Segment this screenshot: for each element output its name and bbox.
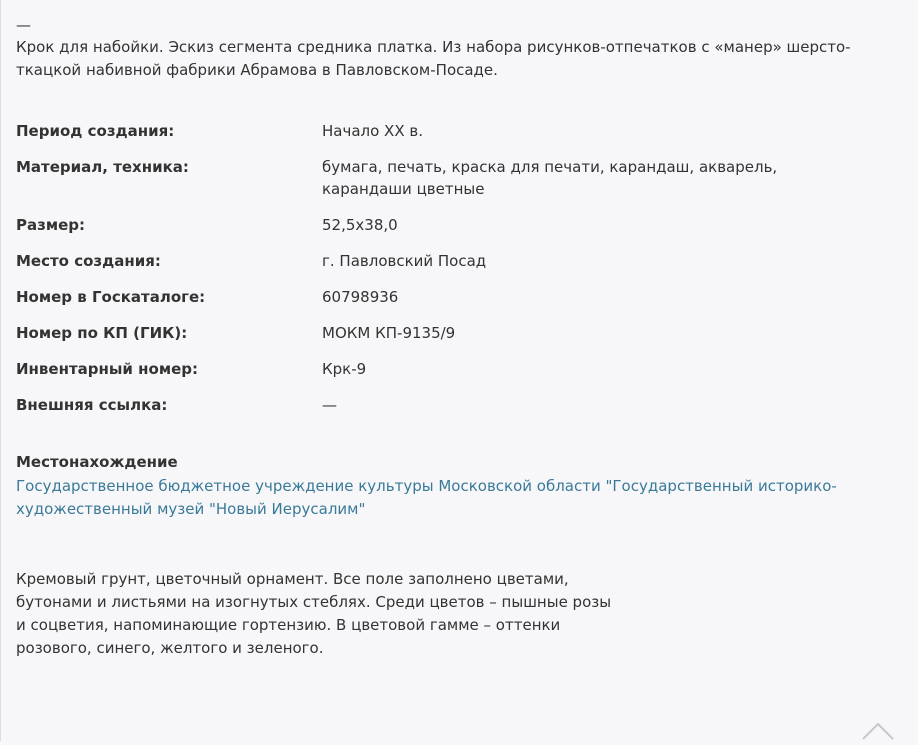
property-value: Крк-9 (322, 360, 367, 378)
property-value: — (322, 396, 337, 414)
property-value: г. Павловский Посад (322, 252, 487, 270)
property-row-goskatalog (16, 286, 896, 308)
property-label: Номер в Госкаталоге: (16, 288, 206, 306)
property-label: Материал, техника: (16, 158, 189, 176)
property-row-material (16, 156, 896, 200)
page-left-border (0, 0, 1, 741)
location-heading: Местонахождение (16, 453, 178, 471)
property-label: Внешняя ссылка: (16, 396, 168, 414)
property-label: Период создания: (16, 122, 175, 140)
property-row-inventory (16, 358, 896, 380)
museum-link[interactable]: Государственное бюджетное учреждение культуры Московской области "Государственный историко-художественный музей "Новый Иерусалим" (16, 477, 837, 518)
property-row-place (16, 250, 896, 272)
object-title: Крок для набойки. Эскиз сегмента средника платка. Из набора рисунков-отпечатков с «манер» шерсто-ткацкой набивной фабрики Абрамова в Павловском-Посаде. (16, 38, 851, 79)
object-card (16, 14, 896, 660)
location-section (16, 451, 896, 521)
property-value: МОКМ КП-9135/9 (322, 324, 456, 342)
property-label: Номер по КП (ГИК): (16, 324, 188, 342)
property-row-kp-number (16, 322, 896, 344)
scroll-to-top-button[interactable] (860, 718, 896, 741)
author-placeholder: — (16, 16, 31, 34)
property-value: 52,5x38,0 (322, 216, 398, 234)
property-row-period (16, 120, 896, 142)
property-value: Начало XX в. (322, 122, 423, 140)
property-value: бумага, печать, краска для печати, карандаш, акварель, карандаши цветные (322, 158, 778, 198)
property-label: Место создания: (16, 252, 161, 270)
properties-list (16, 120, 896, 416)
description-text: Кремовый грунт, цветочный орнамент. Все поле заполнено цветами, бутонами и листьями на изогнутых стеблях. Среди цветов – пышные розы и соцветия, напоминающие гортензию. В цветовой гамме – оттенки розового, синего, желтого и зеленого. (16, 570, 612, 657)
property-label: Размер: (16, 216, 86, 234)
property-row-external-link (16, 394, 896, 416)
property-row-size (16, 214, 896, 236)
property-value: 60798936 (322, 288, 399, 306)
chevron-up-icon (860, 718, 896, 741)
property-label: Инвентарный номер: (16, 360, 198, 378)
object-description (16, 568, 616, 660)
